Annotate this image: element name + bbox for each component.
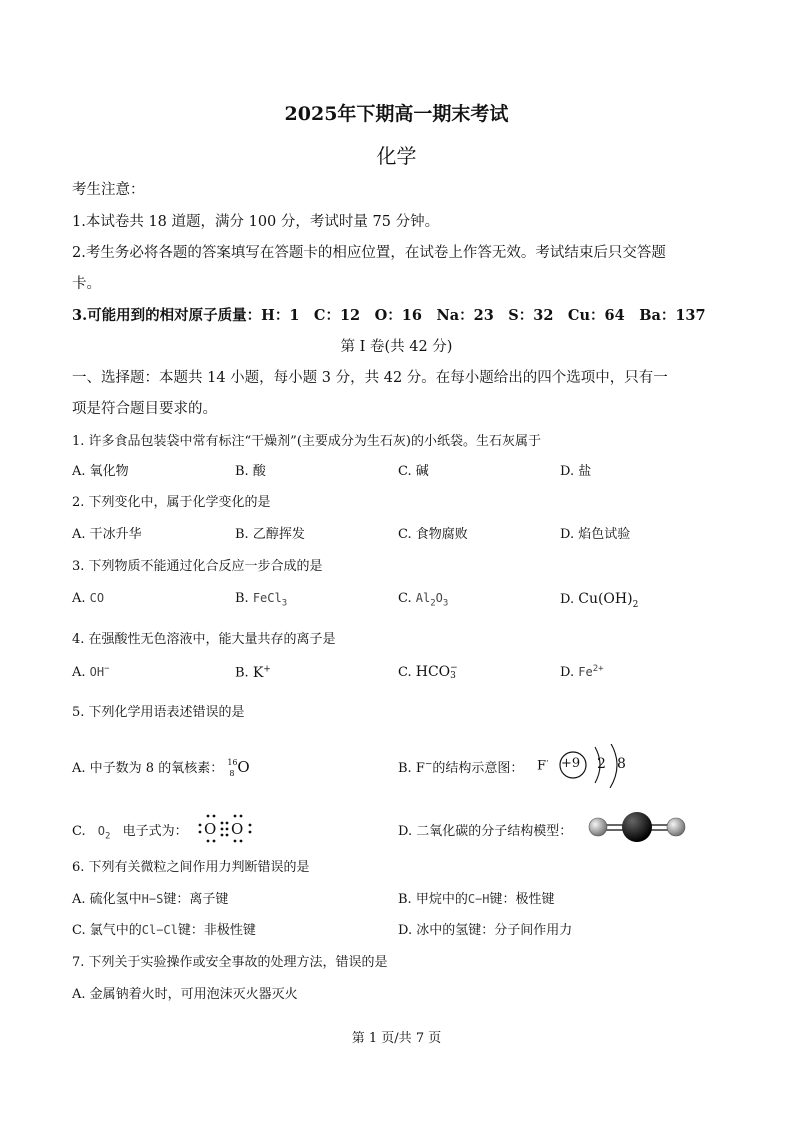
question-6-option-b: B. 甲烷中的C−H键：极性键 <box>398 892 555 907</box>
question-6-option-a: A. 硫化氢中H−S键：离子键 <box>72 892 229 907</box>
question-4-option-d: D. $Fe^{2+}$ <box>560 664 604 680</box>
question-3-option-c: C. $Al_2O_3$ <box>398 591 449 609</box>
question-1-option-c: C. 碱 <box>398 464 429 479</box>
shell-1-electrons: 2 <box>597 756 606 772</box>
question-2-option-d: D. 焰色试验 <box>560 527 631 542</box>
shell-2-electrons: 8 <box>617 756 626 772</box>
section-intro-cont: 项是符合题目要求的。 <box>72 401 217 417</box>
question-5-option-d: D. 二氧化碳的分子结构模型： <box>398 824 573 839</box>
question-2-option-a: A. 干冰升华 <box>72 527 142 542</box>
question-5-option-a: A. 中子数为 8 的氧核素： 16 8 O <box>72 757 250 778</box>
formula-o2: $O_2$ <box>97 824 111 842</box>
nucleus-charge: +9 <box>561 756 581 771</box>
fluoride-structure-diagram <box>535 744 645 788</box>
ion-potassium: K+ <box>252 664 271 681</box>
formula-al2o3: $Al_2O_3$ <box>415 591 449 609</box>
question-4-option-a: A. OH− <box>72 664 110 680</box>
ion-iron-ii: $Fe^{2+}$ <box>578 664 604 679</box>
question-1-option-d: D. 盐 <box>560 464 592 479</box>
ion-bicarbonate: HCO − 3 <box>415 663 458 681</box>
formula-fecl3: FeCl$_3$ <box>252 591 288 609</box>
question-6-option-c: C. 氯气中的Cl−Cl键：非极性键 <box>72 923 256 938</box>
section-intro: 一、选择题：本题共 14 小题，每小题 3 分，共 42 分。在每小题给出的四个选项中，只有一 <box>72 370 668 386</box>
question-7-stem: 7. 下列关于实验操作或安全事故的处理方法，错误的是 <box>72 955 388 970</box>
question-4-option-b: B. K+ <box>235 664 271 681</box>
question-4-option-c: C. HCO − 3 <box>398 663 458 681</box>
question-5-option-b: B. F−的结构示意图： <box>398 759 524 776</box>
subject-title: 化学 <box>376 144 417 168</box>
fluoride-ion: F− <box>415 759 433 776</box>
isotope-notation: 16 8 <box>227 757 238 778</box>
question-3-stem: 3. 下列物质不能通过化合反应一步合成的是 <box>72 559 323 574</box>
notice-item-3: 3.可能用到的相对原子质量：H：1 C：12 O：16 Na：23 S：32 Cu：64 Ba：137 <box>72 307 706 324</box>
notice-item-2-cont: 卡。 <box>72 276 101 292</box>
formula-cuoh2: $Cu(OH)_2$ <box>578 591 639 610</box>
question-3-option-a: A. CO <box>72 591 105 606</box>
question-6-option-d: D. 冰中的氢键：分子间作用力 <box>398 923 573 938</box>
question-4-stem: 4. 在强酸性无色溶液中，能大量共存的离子是 <box>72 632 336 647</box>
question-3-option-b: B. FeCl$_3$ <box>235 591 288 609</box>
volume-heading: 第 I 卷(共 42 分) <box>340 339 453 355</box>
co2-molecule-model <box>586 810 688 844</box>
diagram-symbol: F· <box>537 757 549 774</box>
question-2-stem: 2. 下列变化中，属于化学变化的是 <box>72 495 271 510</box>
question-7-option-a: A. 金属钠着火时，可用泡沫灭火器灭火 <box>72 987 298 1002</box>
exam-title: 2025年下期高一期末考试 <box>284 103 509 125</box>
question-1-option-b: B. 酸 <box>235 464 266 479</box>
page-footer: 第 1 页/共 7 页 <box>351 1031 442 1046</box>
formula-co: CO <box>89 591 105 605</box>
question-2-option-c: C. 食物腐败 <box>398 527 468 542</box>
question-1-stem: 1. 许多食品包装袋中常有标注“干燥剂”(主要成分为生石灰)的小纸袋。生石灰属于 <box>72 434 541 449</box>
question-3-option-d: D. $Cu(OH)_2$ <box>560 591 639 610</box>
question-5-stem: 5. 下列化学用语表述错误的是 <box>72 705 245 720</box>
ion-hydroxide: OH− <box>89 664 110 679</box>
o2-lewis-structure: O O <box>198 814 256 844</box>
notice-heading: 考生注意： <box>72 182 145 198</box>
notice-item-2: 2.考生务必将各题的答案填写在答题卡的相应位置，在试卷上作答无效。考试结束后只交答题 <box>72 245 666 261</box>
question-1-option-a: A. 氧化物 <box>72 464 129 479</box>
question-6-stem: 6. 下列有关微粒之间作用力判断错误的是 <box>72 860 310 875</box>
question-5-option-c: C. $O_2$ 电子式为： <box>72 824 188 842</box>
question-2-option-b: B. 乙醇挥发 <box>235 527 305 542</box>
notice-item-1: 1.本试卷共 18 道题，满分 100 分，考试时量 75 分钟。 <box>72 214 440 230</box>
